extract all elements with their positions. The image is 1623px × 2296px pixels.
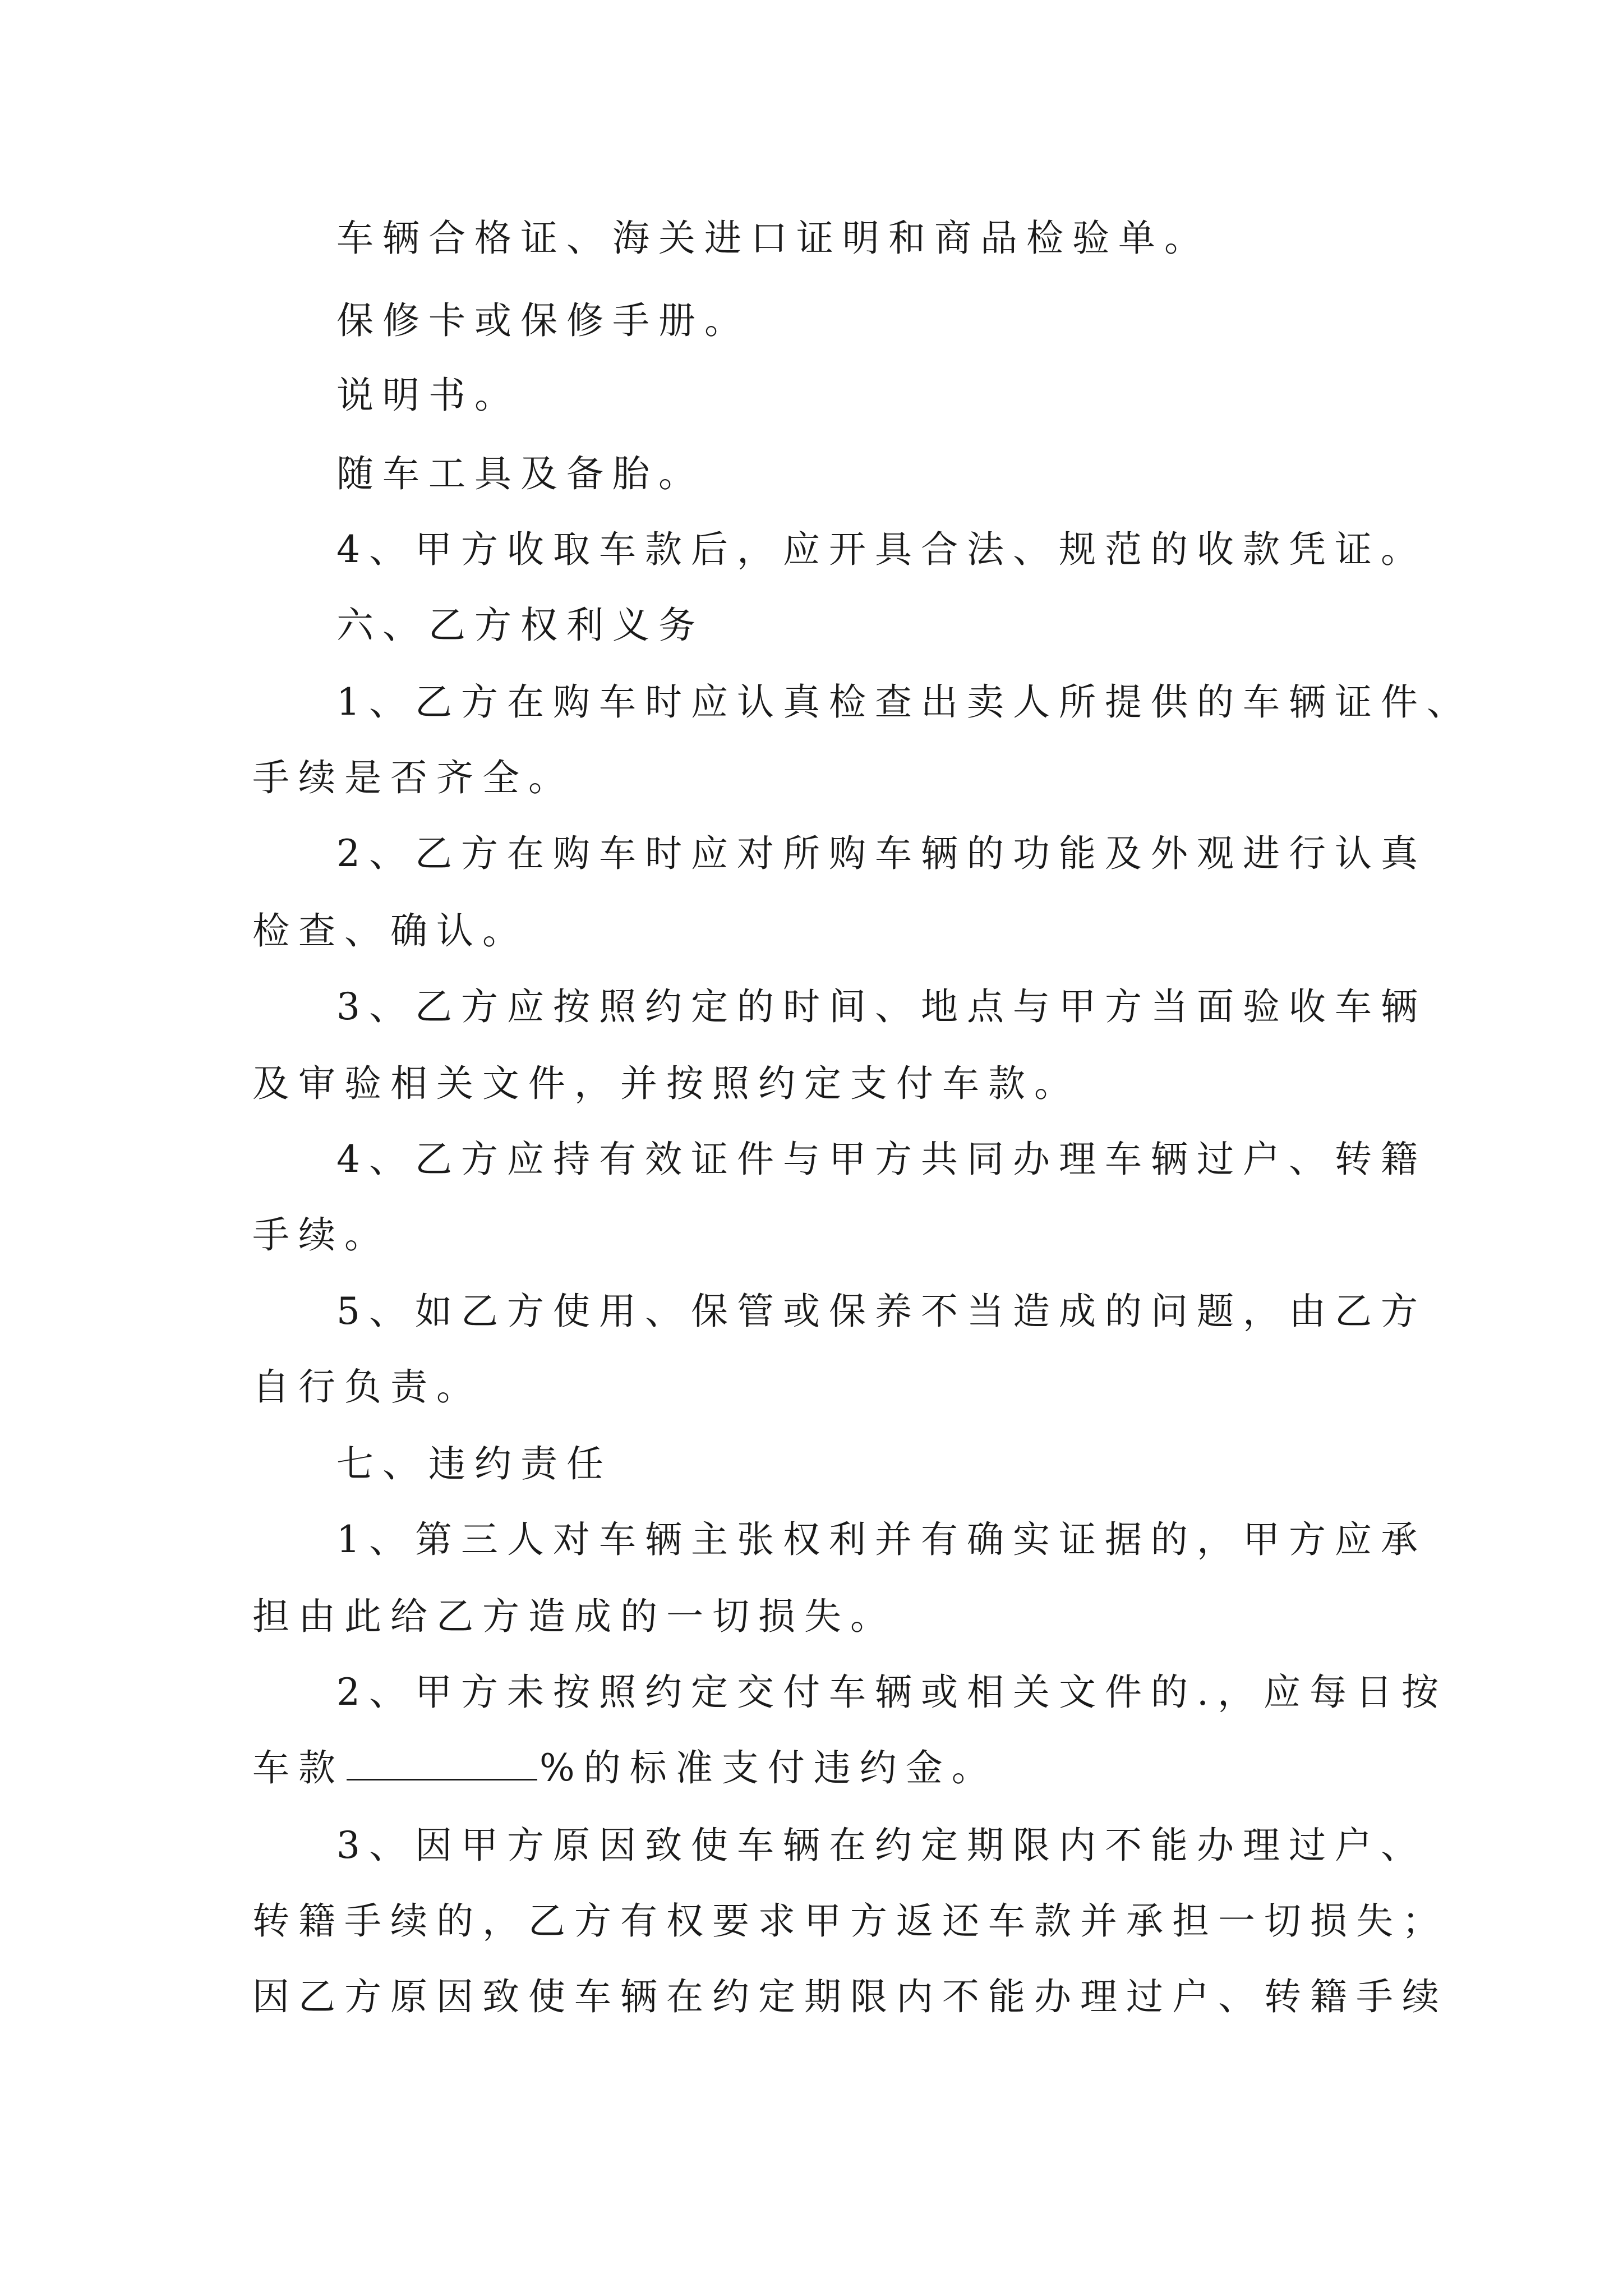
section-heading: 七、违约责任	[336, 1442, 612, 1485]
text-line: 说明书。	[336, 374, 520, 417]
text-fragment: 车款	[252, 1746, 344, 1789]
text-line: 自行负责。	[252, 1365, 482, 1409]
text-line: 1、第三人对车辆主张权利并有确实证据的，甲方应承	[336, 1518, 1427, 1561]
text-line: 1、乙方在购车时应认真检查出卖人所提供的车辆证件、	[336, 680, 1473, 724]
text-line: 随车工具及备胎。	[336, 452, 704, 495]
text-line	[252, 1746, 998, 1791]
section-heading: 六、乙方权利义务	[336, 604, 704, 647]
text-line: 3、因甲方原因致使车辆在约定期限内不能办理过户、	[336, 1824, 1427, 1867]
text-line: 5、如乙方使用、保管或保养不当造成的问题，由乙方	[336, 1290, 1427, 1333]
text-line: 保修卡或保修手册。	[336, 299, 750, 342]
text-line: 检查、确认。	[252, 909, 528, 953]
text-line: 2、乙方在购车时应对所购车辆的功能及外观进行认真	[336, 832, 1427, 875]
text-line: 及审验相关文件，并按照约定支付车款。	[252, 1062, 1080, 1105]
text-line: 担由此给乙方造成的一切损失。	[252, 1595, 896, 1638]
text-line: 转籍手续的，乙方有权要求甲方返还车款并承担一切损失；	[252, 1899, 1448, 1943]
text-line: 手续是否齐全。	[252, 756, 574, 799]
fill-in-blank	[347, 1746, 537, 1780]
text-line: 2、甲方未按照约定交付车辆或相关文件的.，应每日按	[336, 1671, 1447, 1714]
text-line: 车辆合格证、海关进口证明和商品检验单。	[336, 217, 1210, 260]
text-line: 因乙方原因致使车辆在约定期限内不能办理过户、转籍手续	[252, 1975, 1448, 2018]
text-line: 手续。	[252, 1213, 390, 1257]
text-fragment: %的标准支付违约金。	[540, 1746, 998, 1789]
text-line: 3、乙方应按照约定的时间、地点与甲方当面验收车辆	[336, 985, 1427, 1028]
text-line: 4、乙方应持有效证件与甲方共同办理车辆过户、转籍	[336, 1138, 1427, 1181]
text-line: 4、甲方收取车款后，应开具合法、规范的收款凭证。	[336, 528, 1427, 571]
